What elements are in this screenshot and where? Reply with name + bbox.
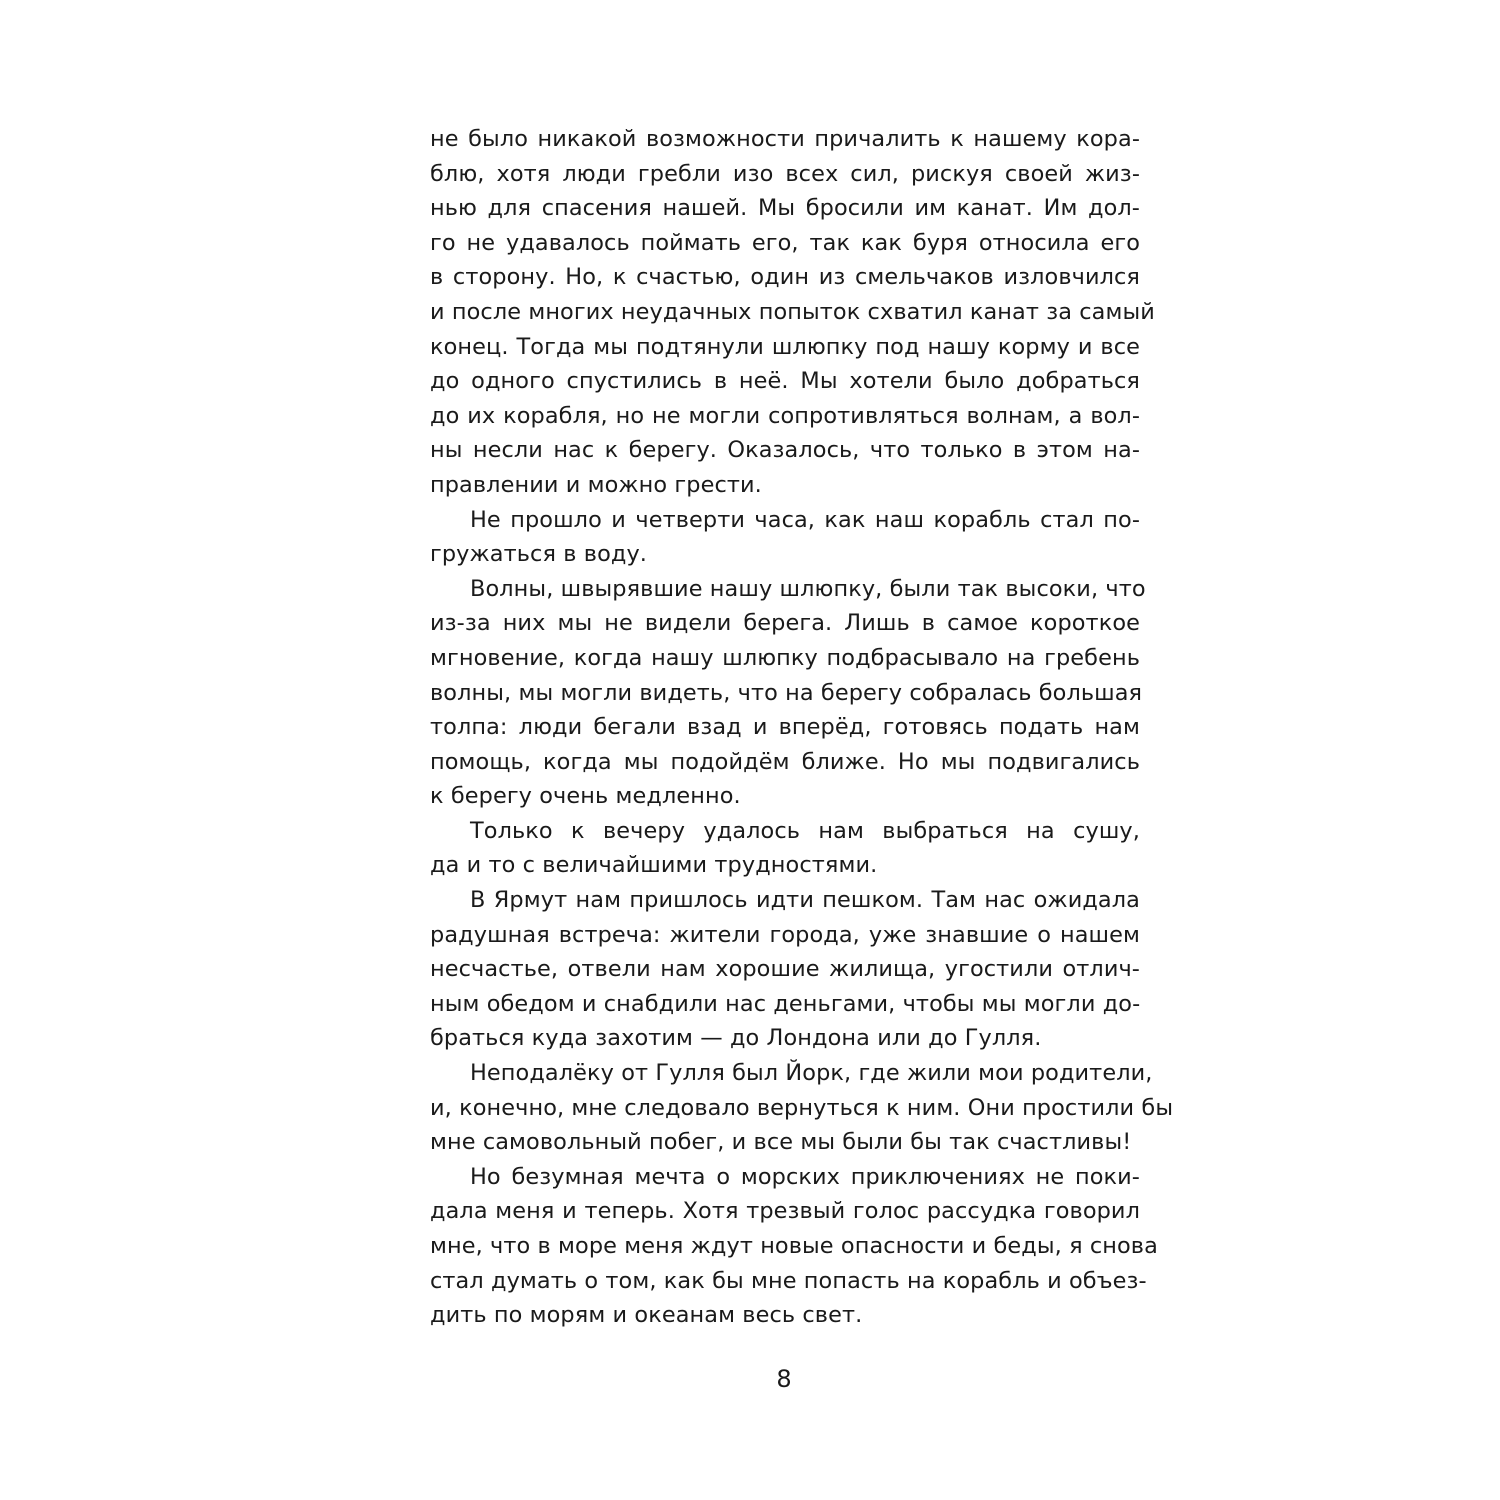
text-line: ным обедом и снабдили нас деньгами, чтобы мы могли до-	[430, 990, 1141, 1017]
text-line: мгновение, когда нашу шлюпку подбрасывало на гребень	[430, 644, 1140, 671]
text-line: ны несли нас к берегу. Оказалось, что только в этом на-	[430, 437, 1140, 464]
text-line: Не прошло и четверти часа, как наш корабль стал по-	[470, 506, 1140, 533]
text-line: и после многих неудачных попыток схватил канат за самый	[430, 298, 1155, 325]
text-line: Но безумная мечта о морских приключениях не поки-	[470, 1163, 1140, 1190]
text-line: мне самовольный побег, и все мы были бы так счастливы!	[430, 1129, 1132, 1156]
text-line: толпа: люди бегали взад и вперёд, готовясь подать нам	[430, 714, 1140, 741]
text-line: до их корабля, но не могли сопротивляться волнам, а вол-	[430, 402, 1140, 429]
text-line: стал думать о том, как бы мне попасть на корабль и объез-	[430, 1267, 1147, 1294]
text-line: конец. Тогда мы подтянули шлюпку под нашу корму и все	[430, 333, 1140, 360]
text-line: В Ярмут нам пришлось идти пешком. Там нас ожидала	[470, 887, 1140, 914]
text-line: из-за них мы не видели берега. Лишь в самое короткое	[430, 610, 1140, 637]
text-line: гружаться в воду.	[430, 541, 648, 568]
text-line: не было никакой возможности причалить к нашему кора-	[430, 126, 1140, 152]
text-line: браться куда захотим — до Лондона или до Гулля.	[430, 1025, 1042, 1052]
text-line: волны, мы могли видеть, что на берегу собралась большая	[430, 679, 1143, 706]
body-text	[430, 122, 1174, 1333]
text-line: помощь, когда мы подойдём ближе. Но мы подвигались	[430, 748, 1140, 775]
text-line: Волны, швырявшие нашу шлюпку, были так высоки, что	[470, 575, 1146, 602]
text-line: да и то с величайшими трудностями.	[430, 852, 878, 879]
text-line: мне, что в море меня ждут новые опасности и беды, я снова	[430, 1233, 1158, 1259]
text-line: дить по морям и океанам весь свет.	[430, 1302, 863, 1329]
text-line: в сторону. Но, к счастью, один из смельчаков изловчился	[430, 264, 1140, 291]
text-line: го не удавалось поймать его, так как буря относила его	[430, 229, 1140, 256]
text-line: и, конечно, мне следовало вернуться к ним. Они простили бы	[430, 1094, 1174, 1121]
text-line: нью для спасения нашей. Мы бросили им канат. Им дол-	[430, 195, 1140, 222]
text-line: Только к вечеру удалось нам выбраться на сушу,	[470, 817, 1140, 844]
text-line: к берегу очень медленно.	[430, 783, 741, 810]
text-line: Неподалёку от Гулля был Йорк, где жили мои родители,	[470, 1060, 1153, 1087]
text-line: радушная встреча: жители города, уже знавшие о нашем	[430, 921, 1140, 948]
text-line: несчастье, отвели нам хорошие жилища, угостили отлич-	[430, 956, 1140, 983]
text-line: правлении и можно грести.	[430, 471, 762, 498]
page-number: 8	[776, 1365, 792, 1393]
text-line: дала меня и теперь. Хотя трезвый голос рассудка говорил	[430, 1198, 1140, 1225]
text-line: до одного спустились в неё. Мы хотели было добраться	[430, 368, 1140, 395]
text-line: блю, хотя люди гребли изо всех сил, рискуя своей жиз-	[430, 160, 1140, 187]
